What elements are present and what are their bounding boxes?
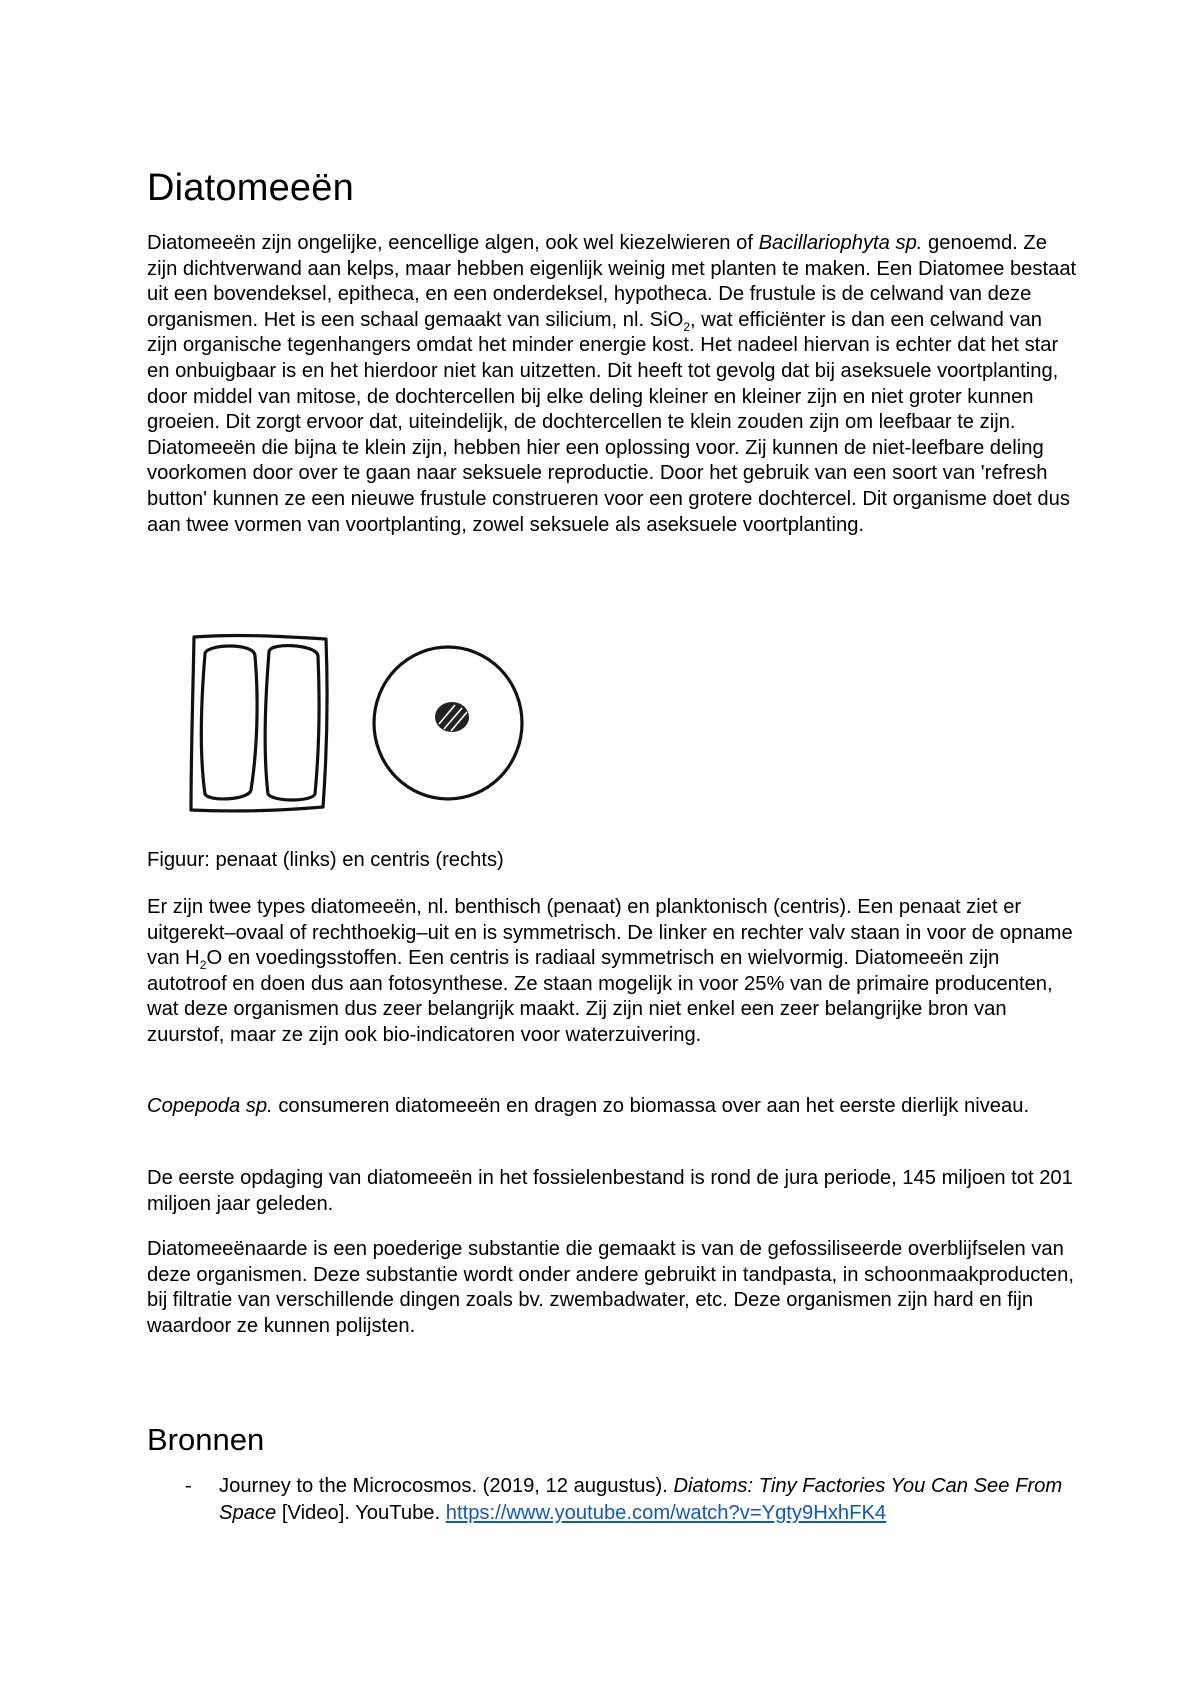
diatom-figure — [147, 612, 597, 822]
copepoda-italic: Copepoda sp. — [147, 1095, 273, 1117]
pennate-right-valve — [265, 646, 319, 800]
fossil-paragraph: De eerste opdaging van diatomeeën in het fossielenbestand is rond de jura periode, 145 miljoen tot 201 miljoen jaar geleden. — [147, 1167, 1073, 1215]
reference-item — [147, 1473, 1077, 1527]
intro-text-2: genoemd. Ze zijn dichtverwand aan kelps, maar hebben eigenlijk weinig met planten te maken. Een Diatomee bestaat uit een bovendeksel, epitheca, en een onderdeksel, hypotheca. De frustule is de celwand van deze organismen. Het is een schaal gemaakt van silicium, nl. SiO — [147, 232, 1077, 331]
figure-caption: Figuur: penaat (links) en centris (rechts) — [147, 849, 504, 871]
page-title: Diatomeeën — [147, 167, 354, 209]
intro-subscript: 2 — [683, 319, 691, 334]
types-text-2: O en voedingsstoffen. Een centris is radiaal symmetrisch en wielvormig. Diatomeeën zijn autotroof en doen dus aan fotosynthese. Ze staan mogelijk in voor 25% van de primaire producenten, wat deze organismen dus zeer belangrijk maakt. Zij zijn niet enkel een zeer belangrijke bron van zuurstof, maar ze zijn ook bio-indicatoren voor waterzuivering. — [147, 947, 1053, 1046]
reference-title: Diatoms: Tiny Factories You Can See From Space — [219, 1475, 1063, 1524]
reference-link[interactable]: https://www.youtube.com/watch?v=Ygty9HxhFK4 — [445, 1502, 887, 1524]
intro-italic-species: Bacillariophyta sp. — [758, 232, 923, 254]
intro-paragraph — [147, 231, 1077, 538]
types-text-1: Er zijn twee types diatomeeën, nl. benthisch (penaat) en planktonisch (centris). Een penaat ziet er uitgerekt–ovaal of rechthoekig–uit en is symmetrisch. De linker en rechter valv staan in voor de opname van H — [147, 896, 1073, 970]
diatomaceous-earth-paragraph: Diatomeeënaarde is een poederige substantie die gemaakt is van de gefossiliseerde overblijfselen van deze organismen. Deze substantie wordt onder andere gebruikt in tandpasta, in schoonmaakproducten, bij filtratie van verschillende dingen zoals bv. zwembadwater, etc. Deze organismen zijn hard en fijn waardoor ze kunnen polijsten. — [147, 1238, 1074, 1337]
types-subscript: 2 — [199, 958, 207, 973]
pennate-outer-frame — [191, 636, 327, 811]
list-bullet: - — [185, 1475, 192, 1497]
types-paragraph — [147, 895, 1077, 1049]
pennate-left-valve — [201, 646, 257, 799]
reference-list — [147, 1473, 1077, 1527]
reference-author-date: Journey to the Microcosmos. (2019, 12 augustus). — [219, 1475, 674, 1497]
centric-nucleus — [435, 702, 469, 732]
copepoda-paragraph — [147, 1094, 1077, 1120]
diatom-drawing — [147, 612, 597, 822]
reference-medium: [Video]. YouTube. — [276, 1502, 446, 1524]
sources-heading: Bronnen — [147, 1422, 265, 1457]
intro-text-3: , wat efficiënter is dan een celwand van zijn organische tegenhangers omdat het minder energie kost. Het nadeel hiervan is echter dat het star en onbuigbaar is en het hierdoor niet kan uitzetten. Dit heeft tot gevolg dat bij aseksuele voortplanting, door middel van mitose, de dochtercellen bij elke deling kleiner en kleiner zijn en niet groter kunnen groeien. Dit zorgt ervoor dat, uiteindelijk, de dochtercellen te klein zouden zijn om leefbaar te zijn. Diatomeeën die bijna te klein zijn, hebben hier een oplossing voor. Zij kunnen de niet-leefbare deling voorkomen door over te gaan naar seksuele reproductie. Door het gebruik van een soort van 'refresh button' kunnen ze een nieuwe frustule construeren voor een grotere dochtercel. Dit organisme doet dus aan twee vormen van voortplanting, zowel seksuele als aseksuele voortplanting. — [147, 308, 1070, 536]
copepoda-text: consumeren diatomeeën en dragen zo biomassa over aan het eerste dierlijk niveau. — [272, 1095, 1030, 1117]
intro-text-1: Diatomeeën zijn ongelijke, eencellige algen, ook wel kiezelwieren of — [147, 232, 759, 254]
